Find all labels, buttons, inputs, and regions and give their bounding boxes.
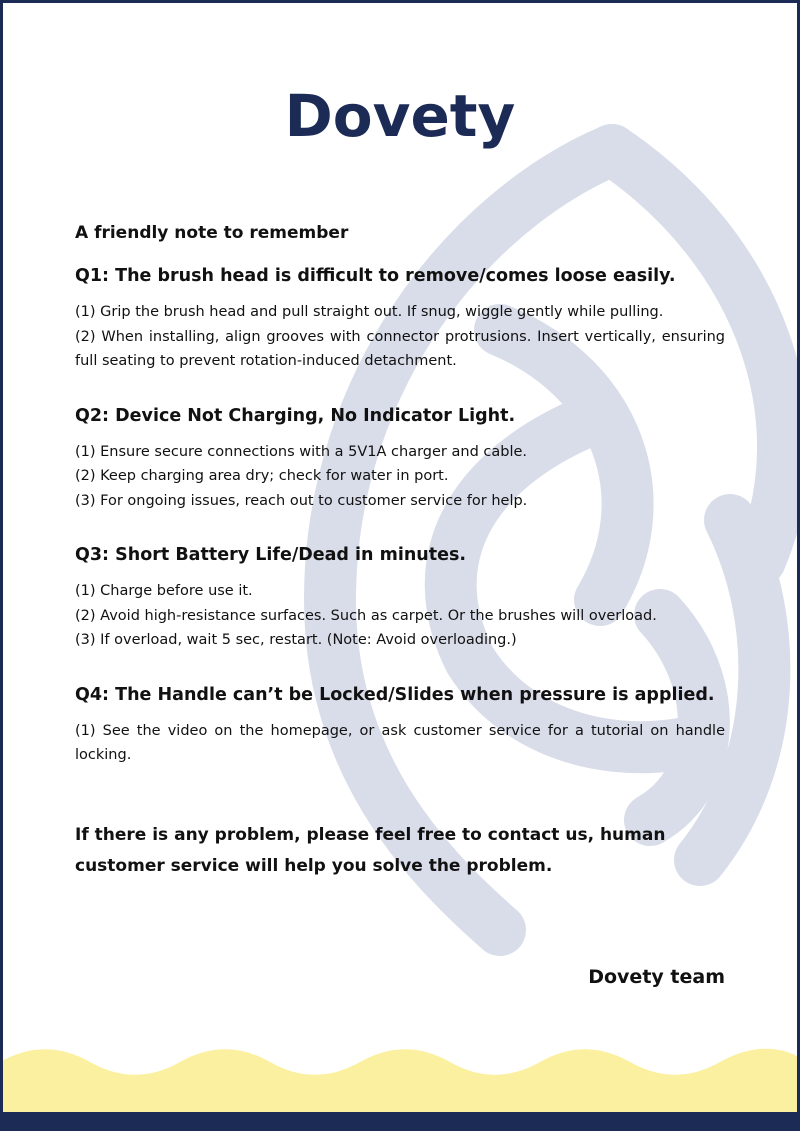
answer-line: (2) Avoid high-resistance surfaces. Such as carpet. Or the brushes will overload. [75, 607, 657, 624]
answer-line: (1) Ensure secure connections with a 5V1A charger and cable. [75, 443, 528, 460]
question-title: Q4: The Handle can’t be Locked/Slides when pressure is applied. [75, 684, 715, 705]
faq-item-q4 [75, 683, 725, 768]
question-title: Q1: The brush head is difficult to remove/comes loose easily. [75, 266, 676, 286]
question-title: Q2: Device Not Charging, No Indicator Light. [75, 405, 516, 426]
answer-line: (2) Keep charging area dry; check for water in port. [75, 468, 449, 484]
answer-line: (2) When installing, align grooves with connector protrusions. Insert vertically, ensuring full seating to prevent rotation-induced detachment. [75, 328, 725, 369]
faq-content [75, 223, 725, 882]
answer-line: (1) Grip the brush head and pull straight out. If snug, wiggle gently while pulling. [75, 304, 664, 320]
answer-list [75, 719, 725, 768]
brand-logo: Dovety [284, 82, 516, 150]
faq-item-q1 [75, 264, 725, 374]
faq-item-q2 [75, 404, 725, 514]
answer-line: (1) See the video on the homepage, or ask customer service for a tutorial on handle locking. [75, 722, 725, 763]
answer-line: (3) For ongoing issues, reach out to customer service for help. [75, 492, 528, 509]
answer-list [75, 579, 725, 653]
answer-list [75, 440, 725, 514]
answer-list [75, 300, 725, 374]
signature: Dovety team [588, 966, 725, 988]
footer-bar [0, 1112, 800, 1131]
closing-message: If there is any problem, please feel free to contact us, human customer service will help you solve the problem. [75, 824, 666, 876]
faq-item-q3 [75, 543, 725, 653]
intro-heading: A friendly note to remember [75, 223, 349, 243]
answer-line: (1) Charge before use it. [75, 583, 253, 599]
answer-line: (3) If overload, wait 5 sec, restart. (Note: Avoid overloading.) [75, 632, 517, 648]
question-title: Q3: Short Battery Life/Dead in minutes. [75, 545, 467, 565]
